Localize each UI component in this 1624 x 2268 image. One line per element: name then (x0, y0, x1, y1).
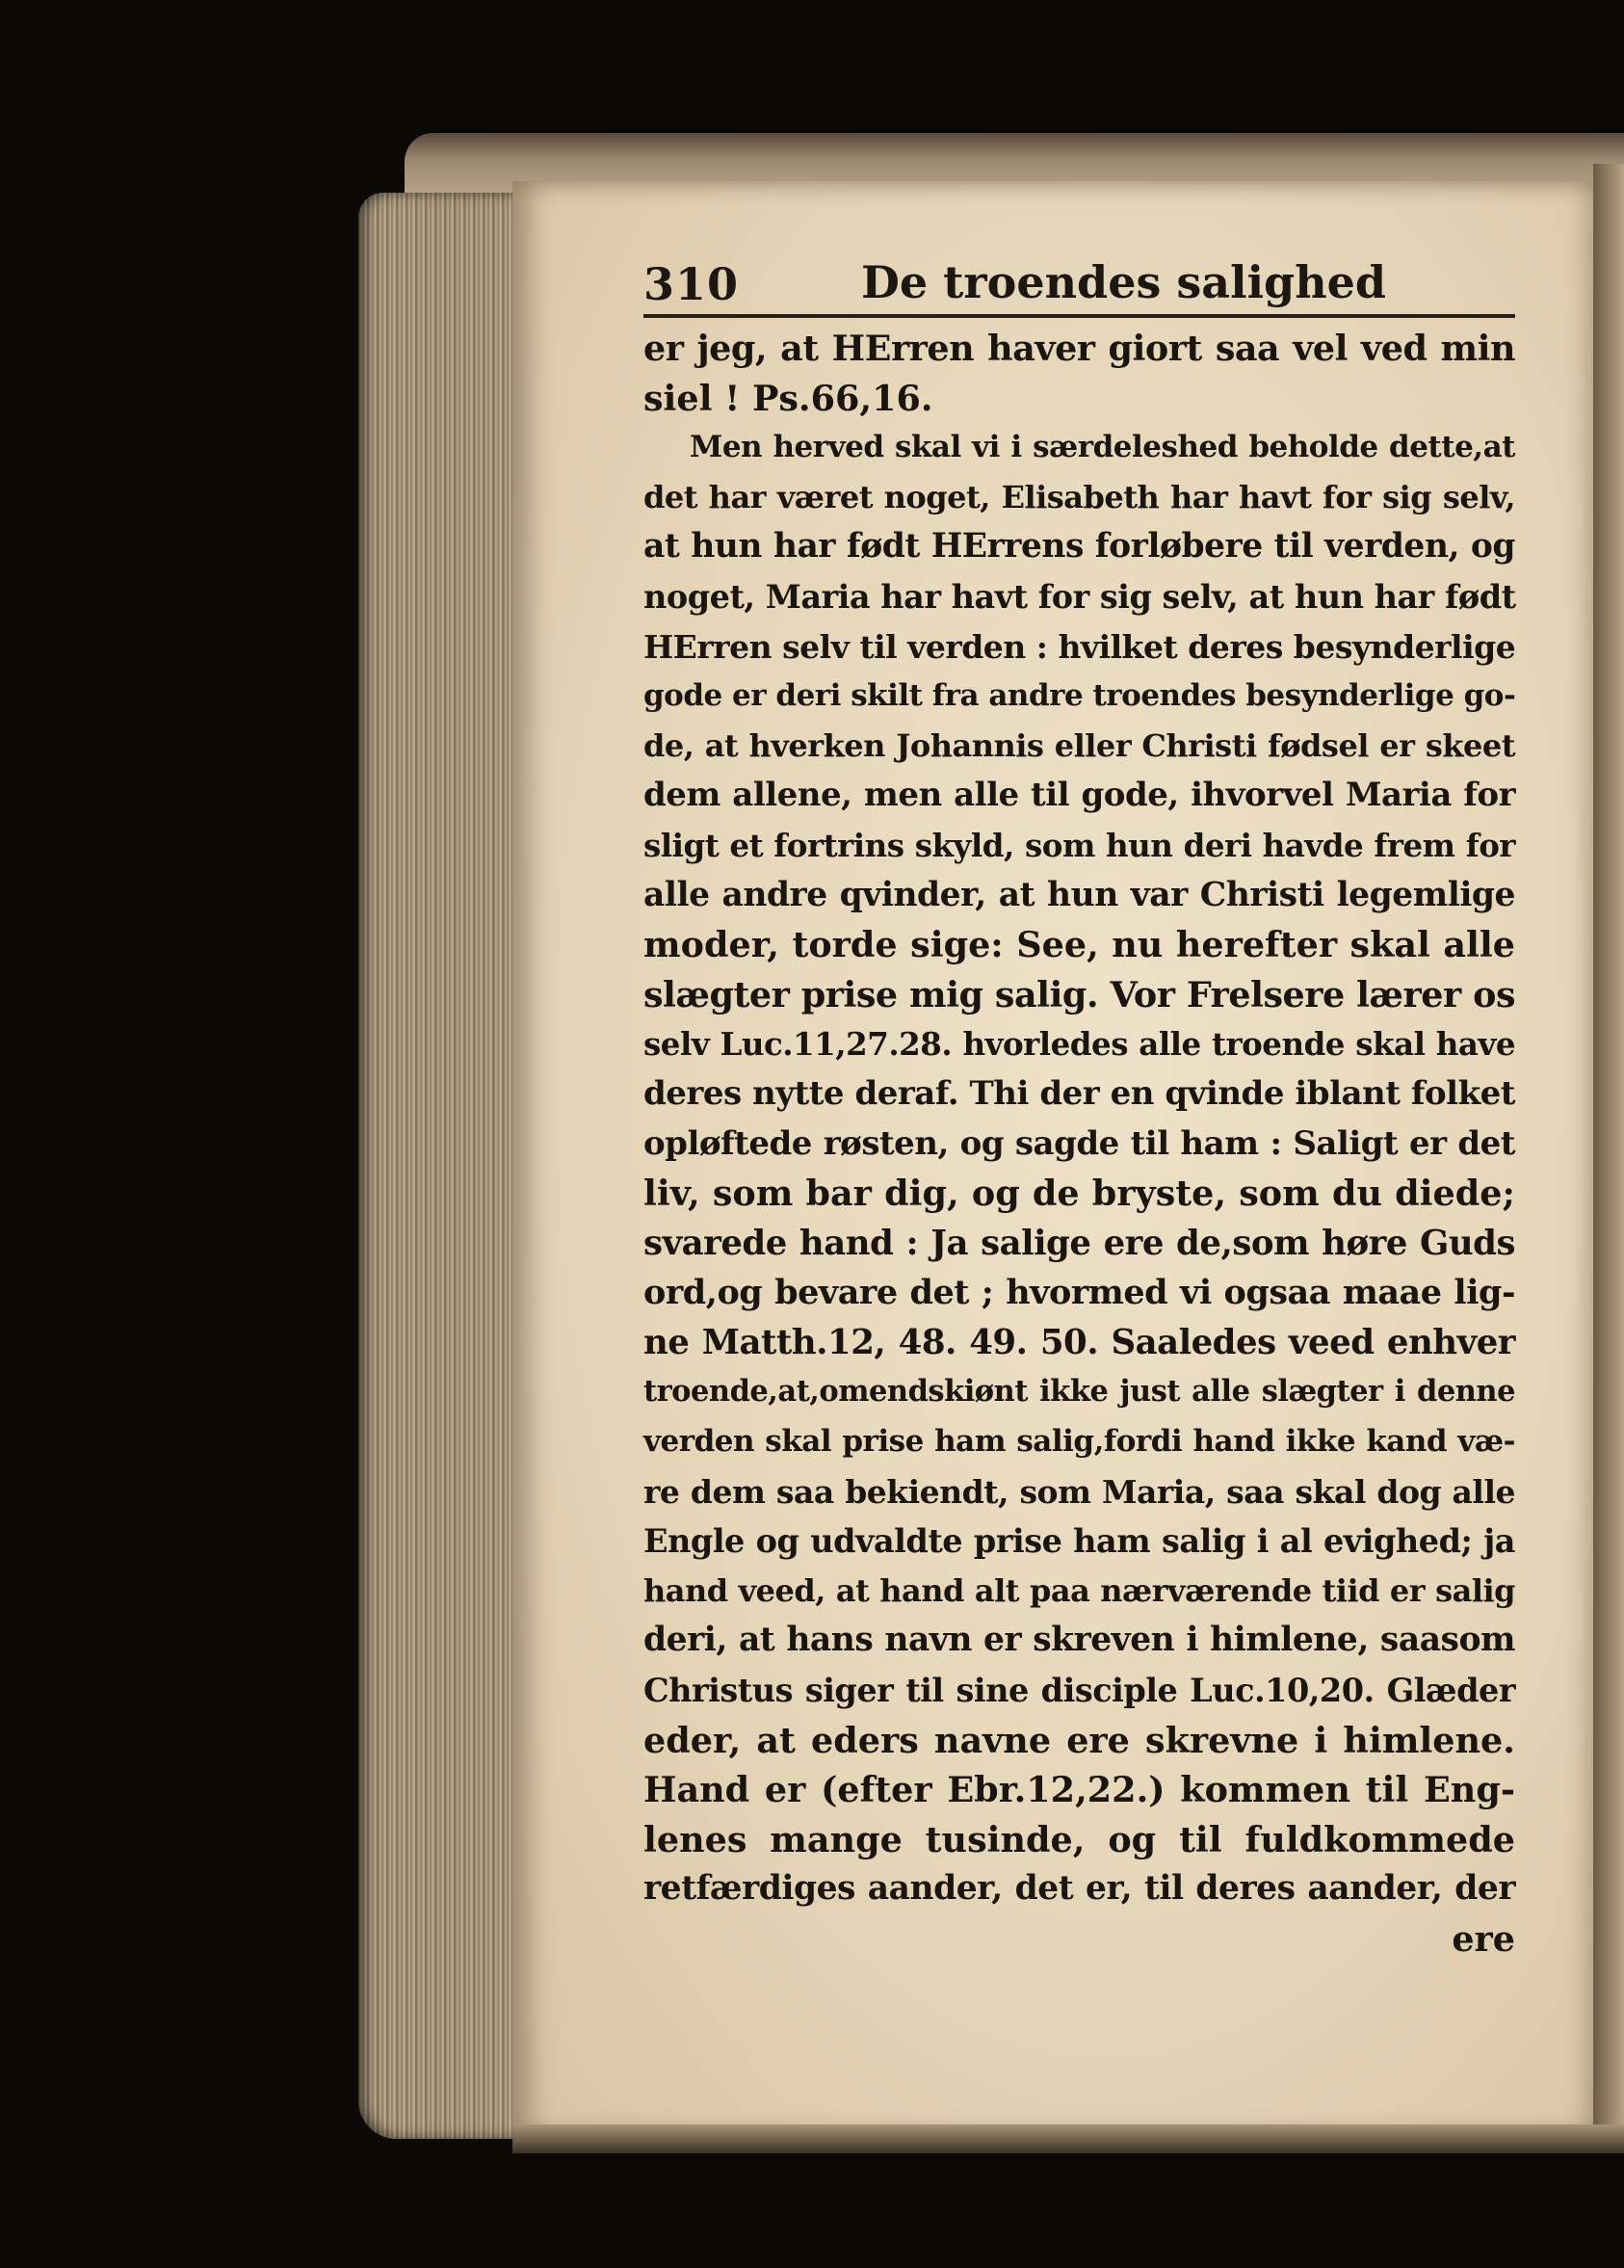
text-line: moder, torde sige: See, nu herefter skal alle (643, 924, 1515, 966)
text-line: lenes mange tusinde, og til fuldkommede (643, 1818, 1515, 1860)
text-line: deri, at hans navn er skreven i himlene, saasom (643, 1621, 1515, 1660)
text-line: svarede hand : Ja salige ere de,som høre Guds (643, 1223, 1515, 1263)
text-line: eder, at eders navne ere skrevne i himlene. (643, 1719, 1515, 1761)
text-line: troende,at,omendskiønt ikke just alle slægter i denne (643, 1374, 1515, 1410)
text-line: hand veed, at hand alt paa nærværende tiid er salig (643, 1571, 1515, 1609)
text-line: ne Matth.12, 48. 49. 50. Saaledes veed enhver (643, 1322, 1515, 1362)
text-line: det har været noget, Elisabeth har havt for sig selv, (643, 478, 1515, 515)
text-line: Engle og udvaldte prise ham salig i al evighed; ja (643, 1522, 1515, 1561)
text-line: slægter prise mig salig. Vor Frelsere lærer os (643, 973, 1515, 1015)
text-line: noget, Maria har havt for sig selv, at hun har født (643, 577, 1516, 616)
text-line: ord,og bevare det ; hvormed vi ogsaa maae lig- (643, 1273, 1515, 1313)
running-head: De troendes salighed (861, 256, 1387, 308)
text-line: sligt et fortrins skyld, som hun deri havde frem for (643, 826, 1515, 864)
page-edges (358, 193, 522, 2139)
text-line: Hand er (efter Ebr.12,22.) kommen til Eng- (643, 1769, 1515, 1811)
text-line: opløftede røsten, og sagde til ham : Saligt er det (643, 1123, 1515, 1163)
text-line: verden skal prise ham salig,fordi hand ikke kand væ- (643, 1424, 1515, 1460)
text-line: de, at hverken Johannis eller Christi fødsel er skeet (643, 726, 1515, 764)
text-line: dem allene, men alle til gode, ihvorvel Maria for (643, 776, 1515, 815)
text-line: alle andre qvinder, at hun var Christi legemlige (643, 875, 1515, 914)
text-line: liv, som bar dig, og de brystе, som du diede; (643, 1173, 1515, 1215)
catchword: ere (1452, 1918, 1515, 1960)
text-line: selv Luc.11,27.28. hvorledes alle troende skal have (643, 1025, 1515, 1064)
page-bottom-shadow (512, 2124, 1624, 2153)
body-text (643, 324, 1515, 1965)
text-line: siel ! Ps.66,16. (643, 377, 933, 419)
text-line: deres nytte deraf. Thi der en qvinde iblant folket (643, 1073, 1515, 1113)
text-line: er jeg, at HErren haver giort saa vel ved min (643, 328, 1515, 369)
text-line: re dem saa bekiendt, som Maria, saa skal dog alle (643, 1472, 1515, 1511)
text-line: HErren selv til verden : hvilket deres besynderlige (643, 627, 1516, 666)
header-rule (643, 314, 1515, 318)
page-header (643, 252, 1515, 316)
text-line: retfærdiges aander, det er, til deres aander, der (643, 1869, 1515, 1909)
text-line: at hun har født HErrens forløbere til verden, og (643, 527, 1515, 567)
text-line: Men herved skal vi i særdeleshed beholde dette,at (690, 430, 1515, 465)
text-line: Christus siger til sine disciple Luc.10,20. Glæder (643, 1672, 1515, 1710)
facing-page-edge (1593, 164, 1624, 2139)
page-number: 310 (643, 258, 740, 310)
text-line: gode er deri skilt fra andre troendes besynderlige go- (643, 678, 1516, 714)
